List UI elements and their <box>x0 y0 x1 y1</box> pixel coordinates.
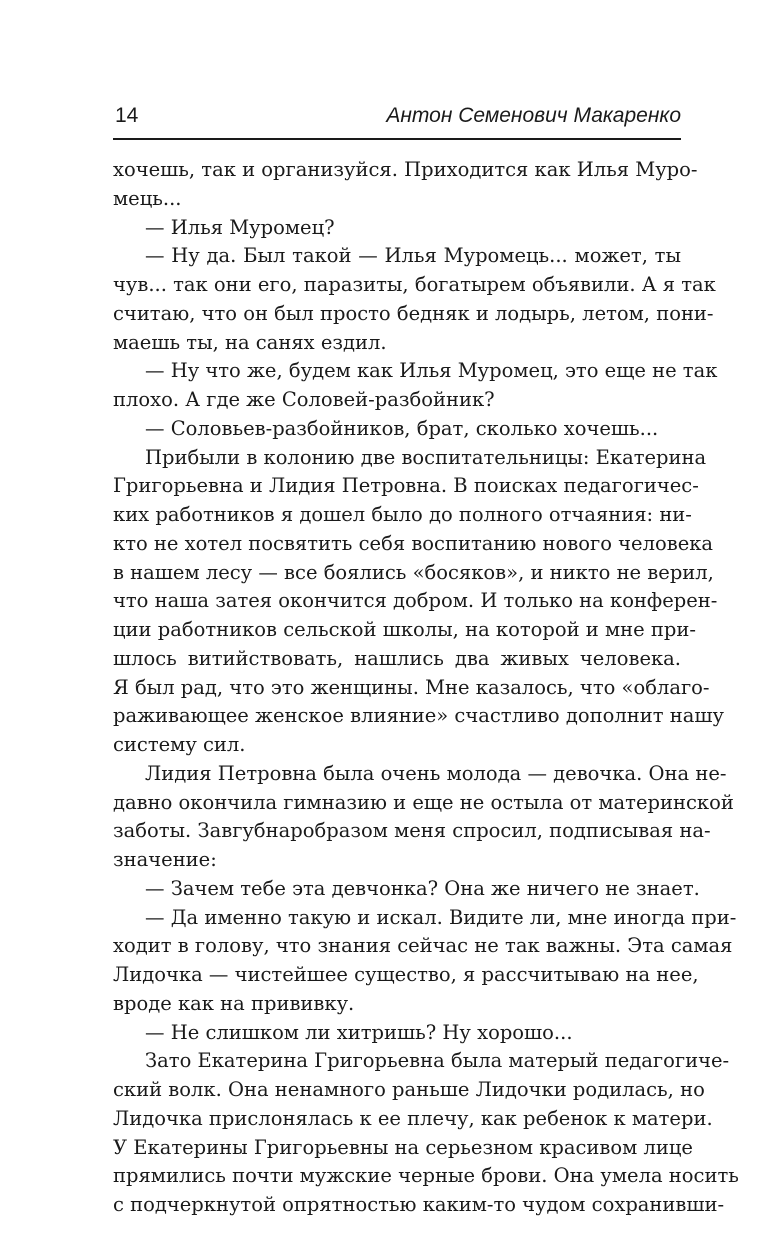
header-rule <box>113 138 681 140</box>
text-line: что наша затея окончится добром. И только на конферен- <box>113 589 718 613</box>
text-line: ких работников я дошел было до полного отчаяния: ни- <box>113 503 692 526</box>
text-line: — Соловьев-разбойников, брат, сколько хочешь... <box>145 416 659 440</box>
text-line: давно окончила гимназию и еще не остыла от материнской <box>113 790 734 814</box>
body-text <box>113 156 739 1220</box>
text-line: Лидочка — чистейшее существо, я рассчитываю на нее, <box>113 963 699 986</box>
text-line: — Не слишком ли хитришь? Ну хорошо... <box>145 1020 573 1044</box>
text-line: ский волк. Она ненамного раньше Лидочки родилась, но <box>113 1078 705 1101</box>
text-line: шлось витийствовать, нашлись два живых человека. <box>113 646 681 670</box>
text-line: ции работников сельской школы, на которой и мне при- <box>113 618 696 641</box>
text-line: маешь ты, на санях ездил. <box>113 330 387 354</box>
text-line: вроде как на прививку. <box>113 991 355 1015</box>
text-line: систему сил. <box>113 733 246 756</box>
running-head-author: Антон Семенович Макаренко <box>386 104 681 127</box>
text-line: — Зачем тебе эта девчонка? Она же ничего не знает. <box>145 876 700 900</box>
text-line: плохо. А где же Соловей-разбойник? <box>113 388 495 411</box>
text-line: с подчеркнутой опрятностью каким-то чудом сохранивши- <box>113 1193 725 1216</box>
text-line: Григорьевна и Лидия Петровна. В поисках педагогичес- <box>113 474 699 498</box>
text-line: Зато Екатерина Григорьевна была матерый педагогиче- <box>145 1049 730 1073</box>
text-line: — Ну да. Был такой — Илья Муромець... может, ты <box>145 244 681 268</box>
text-line: Прибыли в колонию две воспитательницы: Екатерина <box>145 445 707 469</box>
text-line: значение: <box>113 848 217 871</box>
text-line: в нашем лесу — все боялись «босяков», и никто не верил, <box>113 560 714 584</box>
text-line: хочешь, так и организуйся. Приходится как Илья Муро- <box>113 158 698 181</box>
text-line: Я был рад, что это женщины. Мне казалось, что «облаго- <box>113 675 710 699</box>
text-line: ходит в голову, что знания сейчас не так важны. Эта самая <box>113 934 733 958</box>
text-line: раживающее женское влияние» счастливо дополнит нашу <box>113 704 724 728</box>
text-line: считаю, что он был просто бедняк и лодырь, летом, пони- <box>113 301 714 325</box>
page-header <box>113 100 681 132</box>
text-line: У Екатерины Григорьевны на серьезном красивом лице <box>113 1135 693 1159</box>
text-line: чув... так они его, паразиты, богатырем объявили. А я так <box>113 273 716 296</box>
text-line: кто не хотел посвятить себя воспитанию нового человека <box>113 531 714 555</box>
text-line: заботы. Завгубнаробразом меня спросил, подписывая на- <box>113 819 711 843</box>
text-line: — Да именно такую и искал. Видите ли, мне иногда при- <box>145 905 737 929</box>
text-line: Лидия Петровна была очень молода — девочка. Она не- <box>145 761 727 785</box>
text-line: — Ну что же, будем как Илья Муромец, это еще не так <box>145 359 718 383</box>
text-line: мець... <box>113 186 182 210</box>
text-line: — Илья Муромец? <box>145 215 335 239</box>
text-line: прямились почти мужские черные брови. Она умела носить <box>113 1164 739 1188</box>
text-line: Лидочка прислонялась к ее плечу, как ребенок к матери. <box>113 1106 713 1130</box>
page-number: 14 <box>115 104 139 127</box>
